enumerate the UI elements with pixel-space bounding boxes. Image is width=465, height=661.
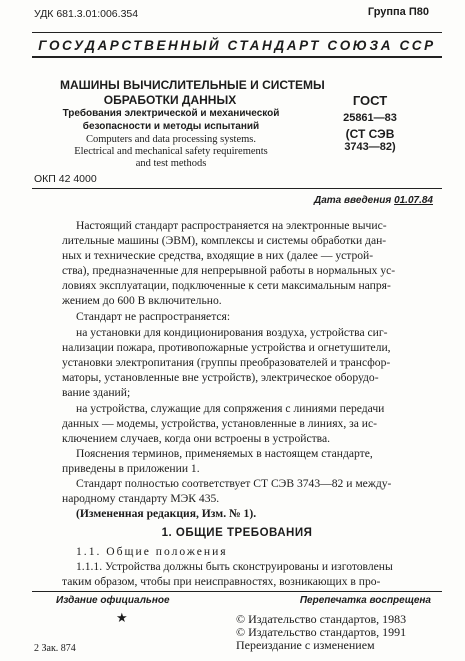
sev-number: 3743—82) xyxy=(344,141,396,153)
body-line: Пояснения терминов, применяемых в настоящем стандарте, xyxy=(76,447,373,460)
title-ru-line1: МАШИНЫ ВЫЧИСЛИТЕЛЬНЫЕ И СИСТЕМЫ xyxy=(60,78,325,92)
udk-code: УДК 681.3.01:006.354 xyxy=(34,8,139,20)
title-en-line3: and test methods xyxy=(135,158,207,169)
clause-line: таким образом, чтобы при неисправностях, возникающих в про- xyxy=(62,575,381,588)
title-en-line1: Computers and data processing systems. xyxy=(85,134,256,145)
subsection-heading: 1.1. Общие положения xyxy=(76,545,228,558)
okp-rule xyxy=(32,188,442,189)
subtitle-line2: безопасности и методы испытаний xyxy=(82,121,260,132)
footer-rule xyxy=(32,591,442,592)
revision-note: (Измененная редакция, Изм. № 1). xyxy=(76,507,257,520)
body-line: установки электропитания (группы преобразователей и трансфор- xyxy=(62,356,391,369)
effective-date-label: Дата введения xyxy=(313,195,392,206)
standard-banner: ГОСУДАРСТВЕННЫЙ СТАНДАРТ СОЮЗА ССР xyxy=(38,38,436,53)
title-en-line2: Electrical and mechanical safety requirements xyxy=(74,146,268,157)
body-line: ства), предназначенные для непрерывной работы в нормальных ус- xyxy=(62,264,396,277)
body-line: маторы, установленные вне устройств), электрическое оборудо- xyxy=(62,371,379,384)
official-edition: Издание официальное xyxy=(56,595,170,606)
star-icon: ★ xyxy=(116,610,128,625)
body-line: вание зданий; xyxy=(62,386,131,399)
top-rule xyxy=(32,32,442,33)
body-line: на устройства, служащие для сопряжения с линиями передачи xyxy=(76,402,385,415)
body-line: Стандарт не распространяется: xyxy=(76,310,231,323)
body-line: приведены в приложении 1. xyxy=(62,462,200,475)
effective-date xyxy=(314,195,433,206)
reprint-prohibited: Перепечатка воспрещена xyxy=(299,595,431,606)
subtitle-line1: Требования электрической и механической xyxy=(62,108,280,119)
body-line: народному стандарту МЭК 435. xyxy=(62,492,220,505)
okp-code: ОКП 42 4000 xyxy=(34,173,97,185)
section-heading: 1. ОБЩИЕ ТРЕБОВАНИЯ xyxy=(161,527,313,539)
body-line: Настоящий стандарт распространяется на электронные вычис- xyxy=(76,219,387,232)
body-line: Стандарт полностью соответствует СТ СЭВ 3743—82 и между- xyxy=(76,477,392,490)
gost-number: 25861—83 xyxy=(343,112,397,124)
gost-label: ГОСТ xyxy=(352,93,388,108)
body-line: на установки для кондиционирования воздуха, устройства сиг- xyxy=(76,326,388,339)
copyright-1983: © Издательство стандартов, 1983 xyxy=(236,612,407,626)
sev-label: (СТ СЭВ xyxy=(345,127,395,141)
group-code: Группа П80 xyxy=(367,6,429,18)
title-ru-line2: ОБРАБОТКИ ДАННЫХ xyxy=(103,93,237,107)
body-line: ловиях эксплуатации, подключенные к сети максимальным напря- xyxy=(62,279,391,292)
body-line: лительные машины (ЭВМ), комплексы и системы обработки дан- xyxy=(62,234,387,247)
body-line: жением до 600 В включительно. xyxy=(62,294,222,307)
order-number: 2 Зак. 874 xyxy=(34,643,76,654)
copyright-1991: © Издательство стандартов, 1991 xyxy=(236,625,407,639)
body-line: нализации пожара, противопожарные устройства и огнетушители, xyxy=(62,341,391,354)
body-line: ключением случаев, когда они встроены в устройства. xyxy=(62,432,331,445)
clause-line: 1.1.1. Устройства должны быть сконструированы и изготовлены xyxy=(76,560,393,573)
banner-rule xyxy=(32,56,442,58)
body-line: данных — модемы, устройства, установленные в линиях, за ис- xyxy=(62,417,377,430)
reissue-note: Переиздание с изменением xyxy=(236,638,375,652)
body-line: ных и технические средства, входящие в них (далее — устрой- xyxy=(62,249,374,262)
effective-date-value: 01.07.84 xyxy=(394,195,433,206)
